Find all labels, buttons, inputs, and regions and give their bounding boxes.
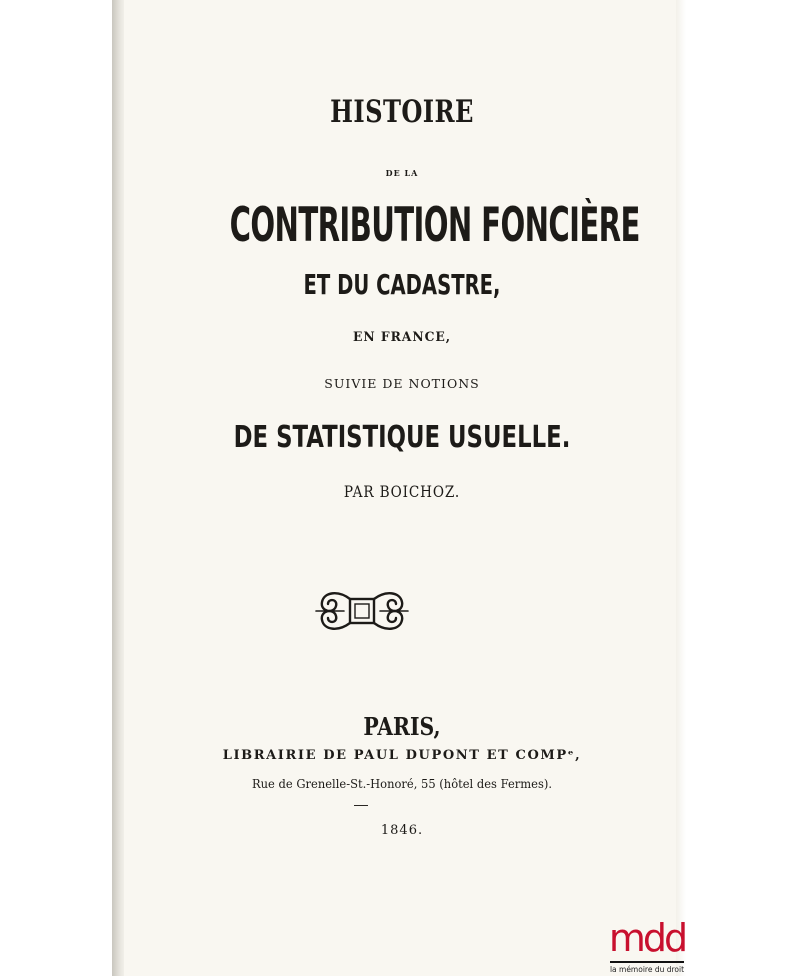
imprint-city: PARIS, xyxy=(363,712,441,741)
title-de-la: DE LA xyxy=(385,168,419,178)
subtitle-suivie: SUIVIE DE NOTIONS xyxy=(324,376,480,391)
title-histoire: HISTOIRE xyxy=(330,94,474,130)
author-line: PAR BOICHOZ. xyxy=(343,482,461,501)
imprint-year: 1846. xyxy=(380,823,424,838)
printer-ornament-icon xyxy=(314,586,410,636)
title-en-france: EN FRANCE, xyxy=(353,330,451,345)
subtitle-statistique: DE STATISTIQUE USUELLE. xyxy=(233,420,571,455)
title-contribution-fonciere: CONTRIBUTION FONCIÈRE xyxy=(229,198,640,253)
imprint-rule xyxy=(354,805,368,806)
imprint-publisher: LIBRAIRIE DE PAUL DUPONT ET COMPᵉ, xyxy=(222,748,582,763)
imprint-address: Rue de Grenelle-St.-Honoré, 55 (hôtel des Fermes). xyxy=(251,776,553,791)
title-cadastre: ET DU CADASTRE, xyxy=(303,268,501,301)
logo-tagline: la mémoire du droit xyxy=(609,965,685,974)
mdd-logo-mark: mdd xyxy=(608,916,686,960)
logo-underline xyxy=(610,961,684,963)
mdd-logo xyxy=(604,918,690,976)
